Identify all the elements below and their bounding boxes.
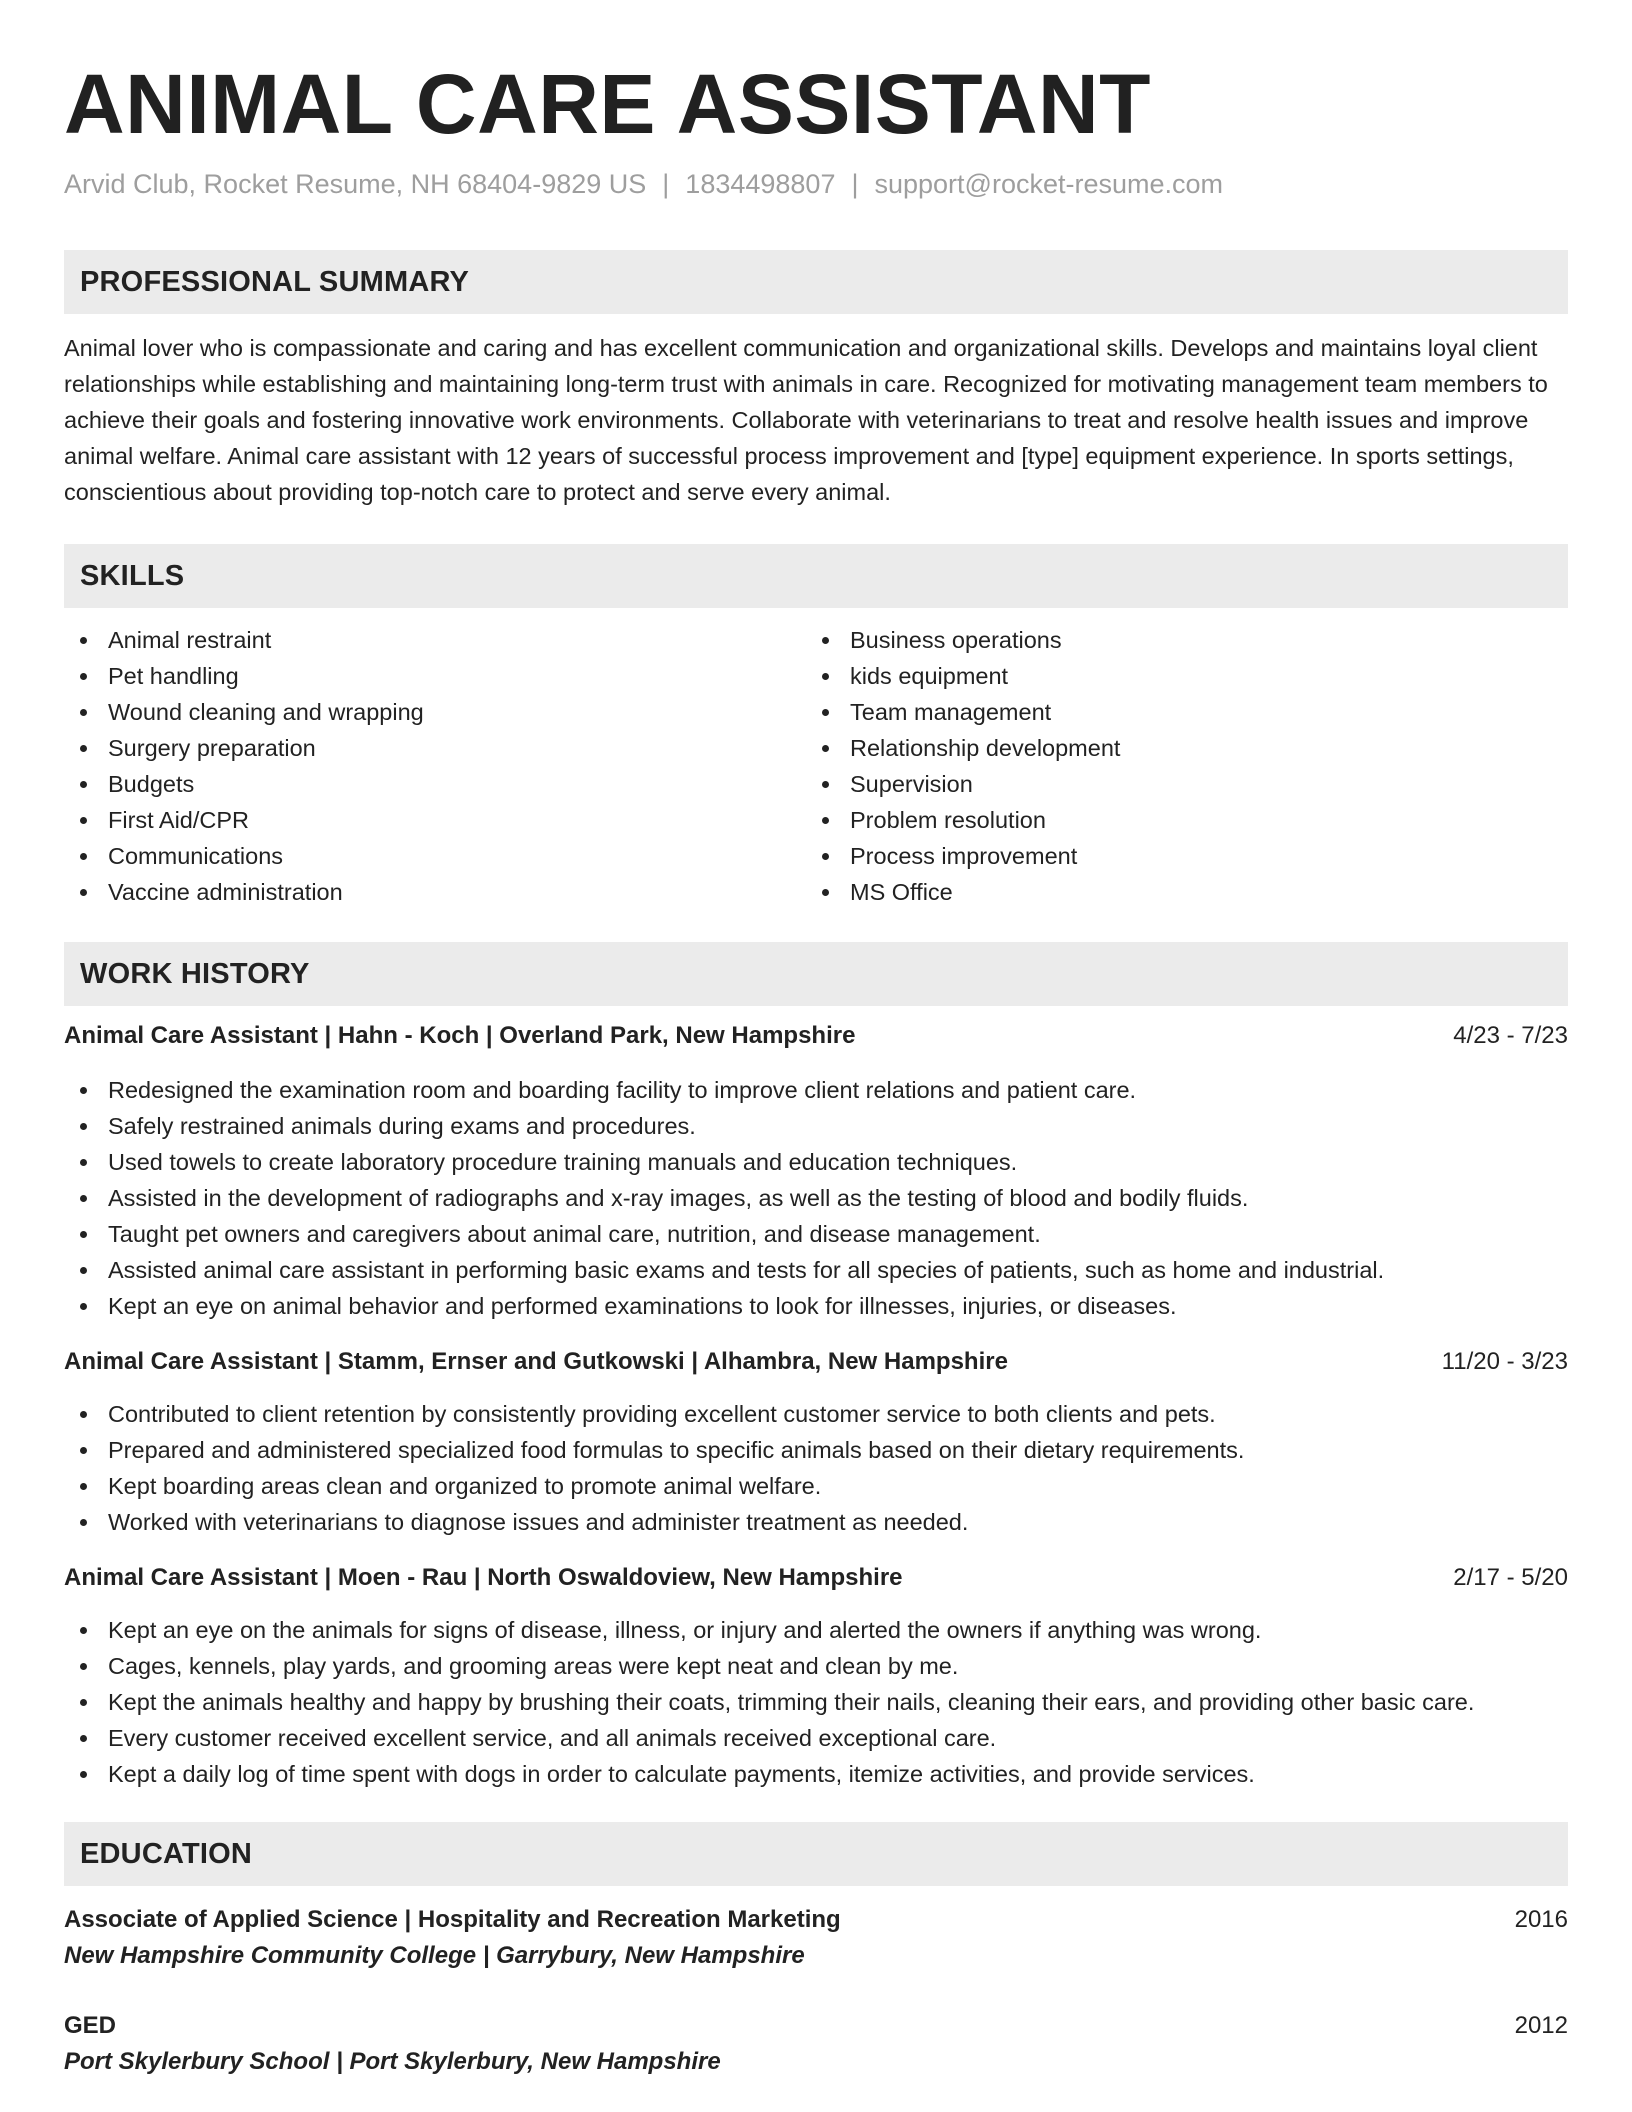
job-bullet: Used towels to create laboratory procedure training manuals and education techniques. — [64, 1144, 1568, 1180]
job-entry — [64, 1560, 1568, 1792]
job-bullet: Safely restrained animals during exams and procedures. — [64, 1108, 1568, 1144]
skill-item: Communications — [64, 838, 806, 874]
education-entry — [64, 2008, 1568, 2080]
job-header — [64, 1018, 1568, 1054]
job-bullet: Kept an eye on animal behavior and performed examinations to look for illnesses, injuries, or diseases. — [64, 1288, 1568, 1324]
contact-separator: | — [851, 169, 859, 199]
education-heading: EDUCATION — [64, 1822, 1568, 1886]
job-bullet: Every customer received excellent service, and all animals received exceptional care. — [64, 1720, 1568, 1756]
education-header — [64, 1902, 1568, 1938]
contact-phone: 1834498807 — [685, 169, 836, 199]
job-bullets — [64, 1396, 1568, 1540]
education-year: 2016 — [1514, 1906, 1568, 1933]
job-header — [64, 1560, 1568, 1596]
job-title: Animal Care Assistant | Moen - Rau | North Oswaldoview, New Hampshire — [64, 1564, 903, 1591]
job-dates: 4/23 - 7/23 — [1453, 1022, 1568, 1049]
skills-list — [64, 622, 1568, 910]
job-bullet: Assisted in the development of radiographs and x-ray images, as well as the testing of blood and bodily fluids. — [64, 1180, 1568, 1216]
skills-column-right — [806, 622, 1548, 910]
skill-item: Animal restraint — [64, 622, 806, 658]
contact-separator: | — [662, 169, 670, 199]
skill-item: Team management — [806, 694, 1548, 730]
summary-text: Animal lover who is compassionate and caring and has excellent communication and organizational skills. Develops and maintains loyal client relationships while establishing and maintaining long-term trust with animals in care. Recognized for motivating management team members to achieve their goals and fostering innovative work environments. Collaborate with veterinarians to treat and resolve health issues and improve animal welfare. Animal care assistant with 12 years of successful process improvement and [type] equipment experience. In sports settings, conscientious about providing top-notch care to protect and serve every animal. — [64, 335, 1548, 505]
job-title: Animal Care Assistant | Hahn - Koch | Overland Park, New Hampshire — [64, 1022, 856, 1049]
job-dates: 11/20 - 3/23 — [1441, 1348, 1568, 1375]
job-bullet: Redesigned the examination room and boarding facility to improve client relations and patient care. — [64, 1072, 1568, 1108]
skills-column-left — [64, 622, 806, 910]
job-title: Animal Care Assistant | Stamm, Ernser and Gutkowski | Alhambra, New Hampshire — [64, 1348, 1008, 1375]
education-school: New Hampshire Community College | Garrybury, New Hampshire — [64, 1942, 805, 1969]
education-year: 2012 — [1514, 2012, 1568, 2039]
contact-address: Arvid Club, Rocket Resume, NH 68404-9829 US — [64, 169, 647, 199]
skill-item: Pet handling — [64, 658, 806, 694]
education-entry — [64, 1902, 1568, 1974]
contact-line — [64, 166, 1568, 202]
work-history-heading: WORK HISTORY — [64, 942, 1568, 1006]
job-bullet: Kept an eye on the animals for signs of disease, illness, or injury and alerted the owners if anything was wrong. — [64, 1612, 1568, 1648]
job-bullet: Prepared and administered specialized food formulas to specific animals based on their dietary requirements. — [64, 1432, 1568, 1468]
job-entry — [64, 1018, 1568, 1324]
job-bullet: Assisted animal care assistant in performing basic exams and tests for all species of patients, such as home and industrial. — [64, 1252, 1568, 1288]
skill-item: Budgets — [64, 766, 806, 802]
skill-item: Problem resolution — [806, 802, 1548, 838]
education-degree: Associate of Applied Science | Hospitality and Recreation Marketing — [64, 1906, 841, 1933]
skill-item: Surgery preparation — [64, 730, 806, 766]
job-bullets — [64, 1072, 1568, 1324]
job-bullet: Contributed to client retention by consistently providing excellent customer service to both clients and pets. — [64, 1396, 1568, 1432]
job-bullet: Cages, kennels, play yards, and grooming areas were kept neat and clean by me. — [64, 1648, 1568, 1684]
job-dates: 2/17 - 5/20 — [1453, 1564, 1568, 1591]
education-school: Port Skylerbury School | Port Skylerbury, New Hampshire — [64, 2048, 721, 2075]
job-entry — [64, 1344, 1568, 1540]
skill-item: Wound cleaning and wrapping — [64, 694, 806, 730]
job-bullet: Kept boarding areas clean and organized to promote animal welfare. — [64, 1468, 1568, 1504]
summary-heading: PROFESSIONAL SUMMARY — [64, 250, 1568, 314]
skill-item: Process improvement — [806, 838, 1548, 874]
job-bullet: Kept the animals healthy and happy by brushing their coats, trimming their nails, cleaning their ears, and providing other basic care. — [64, 1684, 1568, 1720]
job-bullets — [64, 1612, 1568, 1792]
skill-item: Business operations — [806, 622, 1548, 658]
education-header — [64, 2008, 1568, 2044]
job-bullet: Taught pet owners and caregivers about animal care, nutrition, and disease management. — [64, 1216, 1568, 1252]
candidate-name: ANIMAL CARE ASSISTANT — [64, 57, 1151, 151]
skill-item: Relationship development — [806, 730, 1548, 766]
job-bullet: Kept a daily log of time spent with dogs in order to calculate payments, itemize activities, and provide services. — [64, 1756, 1568, 1792]
skill-item: Vaccine administration — [64, 874, 806, 910]
education-degree: GED — [64, 2012, 117, 2039]
skill-item: First Aid/CPR — [64, 802, 806, 838]
skills-heading: SKILLS — [64, 544, 1568, 608]
contact-email[interactable]: support@rocket-resume.com — [874, 169, 1224, 199]
job-header — [64, 1344, 1568, 1380]
skill-item: MS Office — [806, 874, 1548, 910]
resume-page — [64, 50, 1568, 2080]
skill-item: kids equipment — [806, 658, 1548, 694]
skill-item: Supervision — [806, 766, 1548, 802]
job-bullet: Worked with veterinarians to diagnose issues and administer treatment as needed. — [64, 1504, 1568, 1540]
